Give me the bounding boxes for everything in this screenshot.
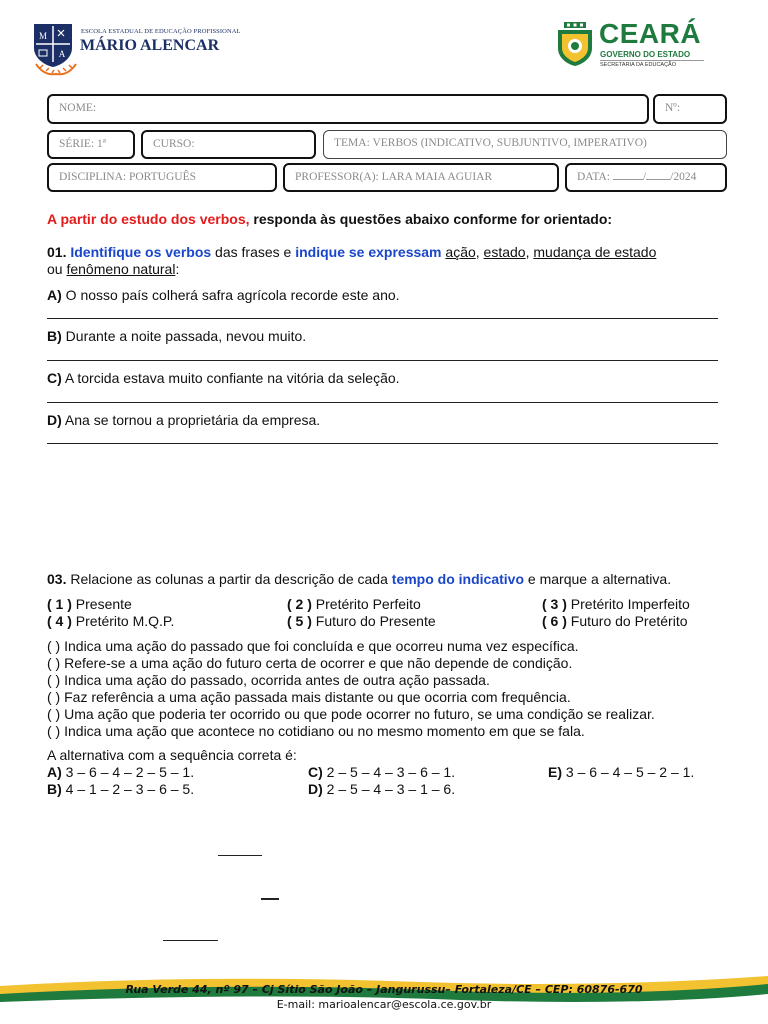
q3-alternative-letter: E): [548, 764, 562, 780]
school-type: ESCOLA ESTADUAL DE EDUCAÇÃO PROFISSIONAL: [81, 28, 241, 35]
government-logo: [556, 20, 716, 72]
q1-item-letter: A): [47, 287, 62, 303]
footer-decoration: [0, 968, 768, 1024]
q1-option-action: ação: [445, 244, 476, 260]
q1-item-text: Durante a noite passada, nevou muito.: [61, 328, 307, 344]
q1-item-letter: B): [47, 328, 62, 344]
q3-alternative-sequence: 3 – 6 – 4 – 5 – 2 – 1.: [562, 764, 695, 780]
q3-option: [287, 596, 421, 613]
q3-option-label: Presente: [71, 596, 132, 612]
theme-label: TEMA: VERBOS (INDICATIVO, SUBJUNTIVO, IMPERATIVO): [334, 137, 647, 149]
q3-option-number: ( 1 ): [47, 596, 72, 612]
q3-alternative[interactable]: [47, 781, 194, 798]
q1-option-state: estado: [483, 244, 526, 260]
q1-item-letter: D): [47, 412, 62, 428]
instruction-rest: responda às questões abaixo conforme for orientado:: [249, 211, 613, 227]
q3-option-label: Futuro do Presente: [311, 613, 436, 629]
date-separator: /: [642, 171, 647, 183]
q3-alternative[interactable]: [308, 781, 455, 798]
instruction-highlight: A partir do estudo dos verbos,: [47, 211, 250, 227]
state-name: CEARÁ: [599, 18, 702, 49]
q3-statement[interactable]: ( ) Indica uma ação que acontece no cotidiano ou no mesmo momento em que se fala.: [47, 723, 585, 739]
answer-line[interactable]: [47, 318, 718, 319]
q1-comma-1: ,: [475, 244, 480, 260]
q3-alternatives-prompt: A alternativa com a sequência correta é:: [47, 747, 297, 763]
subject-label: DISCIPLINA: PORTUGUÊS: [59, 171, 197, 183]
name-field[interactable]: [47, 94, 649, 124]
q3-alternative-letter: B): [47, 781, 62, 797]
answer-line[interactable]: [47, 360, 718, 361]
q1-or: ou: [47, 261, 67, 277]
q1-highlight-identify: Identifique os verbos: [70, 244, 212, 260]
q1-item: [47, 412, 320, 429]
shield-letter-a: A: [58, 49, 66, 59]
q3-statement[interactable]: ( ) Faz referência a uma ação passada mais distante ou que ocorria com frequência.: [47, 689, 571, 705]
q3-alternative-letter: A): [47, 764, 62, 780]
school-name: MÁRIO ALENCAR: [80, 37, 220, 54]
logo-divider: [600, 60, 704, 61]
number-label: Nº:: [665, 102, 681, 114]
date-label: DATA:: [577, 171, 610, 183]
theme-field: [323, 130, 727, 159]
q3-text-end: e marque a alternativa.: [524, 571, 672, 587]
q3-option-label: Pretérito Imperfeito: [566, 596, 690, 612]
q3-option-label: Pretérito M.Q.P.: [71, 613, 175, 629]
secretariat-label: SECRETARIA DA EDUCAÇÃO: [600, 62, 676, 68]
answer-line[interactable]: [47, 402, 718, 403]
blank-line: [218, 855, 262, 856]
q1-item: [47, 328, 306, 345]
grade-label: SÉRIE: 1ª: [59, 138, 106, 150]
q3-option: [542, 596, 690, 613]
q3-option: [47, 596, 132, 613]
q3-option-number: ( 6 ): [542, 613, 567, 629]
q3-alternative-sequence: 4 – 1 – 2 – 3 – 6 – 5.: [61, 781, 195, 797]
instruction: [47, 211, 612, 228]
q1-item-letter: C): [47, 370, 62, 386]
q1-item-text: Ana se tornou a proprietária da empresa.: [61, 412, 321, 428]
blank-line: [163, 940, 218, 941]
subject-field: [47, 163, 277, 192]
q1-item: [47, 287, 400, 304]
q1-comma-2: ,: [525, 244, 530, 260]
course-field[interactable]: [141, 130, 316, 159]
q3-alternative-sequence: 2 – 5 – 4 – 3 – 1 – 6.: [322, 781, 456, 797]
q3-option-number: ( 4 ): [47, 613, 72, 629]
q1-item-text: A torcida estava muito confiante na vitória da seleção.: [61, 370, 400, 386]
q1-colon: :: [175, 261, 180, 277]
q1-item: [47, 370, 400, 387]
shield-letter-m: M: [38, 31, 48, 41]
q3-option: [287, 613, 436, 630]
q3-option-label: Futuro do Pretérito: [566, 613, 688, 629]
q3-alternative-letter: D): [308, 781, 323, 797]
ceara-crest-icon: [556, 22, 594, 66]
laurel-icon: [34, 62, 78, 76]
q3-statement[interactable]: ( ) Indica uma ação do passado que foi concluída e que ocorreu numa vez específica.: [47, 638, 579, 654]
q3-alternative-sequence: 3 – 6 – 4 – 2 – 5 – 1.: [61, 764, 195, 780]
q3-alternative[interactable]: [548, 764, 694, 781]
q1-option-change: mudança de estado: [533, 244, 657, 260]
blank-line: [261, 898, 279, 900]
q3-option-number: ( 2 ): [287, 596, 312, 612]
q1-text: das frases e: [211, 244, 296, 260]
footer-email-label: E-mail:: [276, 998, 319, 1011]
date-field[interactable]: [565, 163, 727, 192]
q3-option: [542, 613, 688, 630]
q3-alternative-sequence: 2 – 5 – 4 – 3 – 6 – 1.: [322, 764, 456, 780]
date-year: /2024: [670, 171, 697, 183]
footer-email-link[interactable]: marioalencar@escola.ce.gov.br: [318, 998, 492, 1011]
grade-field: [47, 130, 135, 159]
teacher-field: [283, 163, 559, 192]
q1-item-text: O nosso país colherá safra agrícola recorde este ano.: [61, 287, 400, 303]
q1-prompt: [47, 244, 656, 261]
footer-address: Rua Verde 44, nº 97 – Cj Sítio São João – Jangurussu– Fortaleza/CE – CEP: 60876-670: [125, 983, 643, 996]
answer-line[interactable]: [47, 443, 718, 444]
q1-prompt-line-2: [47, 261, 179, 278]
teacher-label: PROFESSOR(A): LARA MAIA AGUIAR: [295, 171, 493, 183]
q1-number: 01.: [47, 244, 67, 260]
number-field[interactable]: [653, 94, 727, 124]
name-label: NOME:: [59, 102, 97, 114]
q3-option-label: Pretérito Perfeito: [311, 596, 421, 612]
q1-highlight-indicate: indique se expressam: [295, 244, 442, 260]
course-label: CURSO:: [153, 138, 195, 150]
q3-number: 03.: [47, 571, 67, 587]
q3-alternative[interactable]: [308, 764, 455, 781]
q3-alternative[interactable]: [47, 764, 194, 781]
q3-statement[interactable]: ( ) Indica uma ação do passado, ocorrida antes de outra ação passada.: [47, 672, 490, 688]
q1-option-natural: fenômeno natural: [66, 261, 176, 277]
q3-text: Relacione as colunas a partir da descrição de cada: [66, 571, 392, 587]
q3-statement[interactable]: ( ) Refere-se a uma ação do futuro certa de ocorrer e que não depende de condição.: [47, 655, 573, 671]
government-label: GOVERNO DO ESTADO: [600, 50, 691, 59]
q3-alternative-letter: C): [308, 764, 323, 780]
q3-option-number: ( 3 ): [542, 596, 567, 612]
school-logo: [32, 20, 241, 72]
q3-highlight: tempo do indicativo: [391, 571, 525, 587]
q3-option: [47, 613, 174, 630]
q3-prompt: [47, 571, 671, 588]
q3-option-number: ( 5 ): [287, 613, 312, 629]
q3-statement[interactable]: ( ) Uma ação que poderia ter ocorrido ou que pode ocorrer no futuro, se uma condição se realizar.: [47, 706, 655, 722]
footer-email-line: [0, 998, 768, 1011]
